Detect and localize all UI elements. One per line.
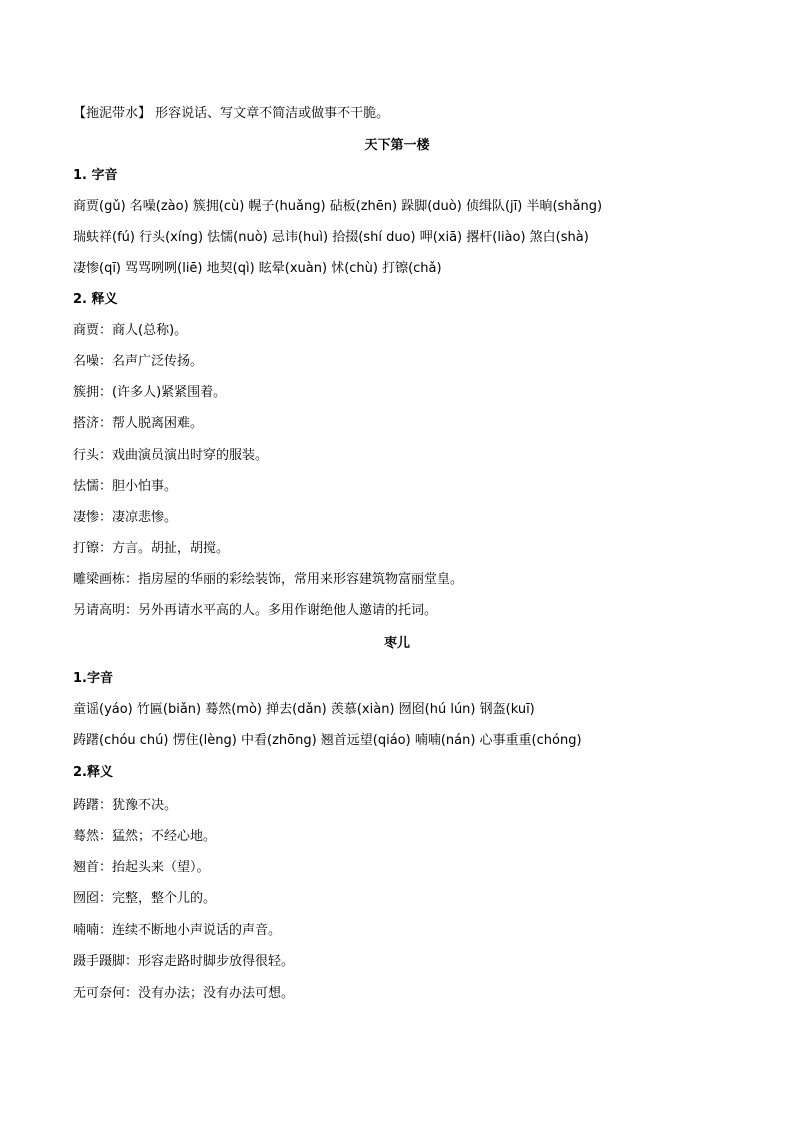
section1-definition: 商贾：商人(总称)。: [73, 323, 188, 338]
section2-pronunciation-row-1: 童谣(yáo) 竹匾(biǎn) 蓦然(mò) 掸去(dǎn) 羡慕(xiàn) 囫囵(hú lún) 钢盔(kuī): [73, 702, 535, 717]
section1-definition: 打镲：方言。胡扯，胡搅。: [73, 541, 230, 556]
section2-definition: 翘首：抬起头来（望）。: [73, 860, 210, 875]
section1-definition: 凄惨：凄凉悲惨。: [73, 510, 178, 525]
section1-definition: 雕梁画栋：指房屋的华丽的彩绘装饰，常用来形容建筑物富丽堂皇。: [73, 572, 464, 587]
section2-definition: 蹑手蹑脚：形容走路时脚步放得很轻。: [73, 954, 295, 969]
section2-title: 枣儿: [383, 636, 410, 651]
section2-definition: 蓦然：猛然；不经心地。: [73, 829, 217, 844]
section1-definition-heading: 2. 释义: [73, 292, 118, 307]
section1-definition: 搭济：帮人脱离困难。: [73, 416, 204, 431]
section1-pronunciation-heading: 1. 字音: [73, 168, 118, 183]
section2-definition: 无可奈何：没有办法；没有办法可想。: [73, 986, 295, 1001]
section1-definition: 行头：戏曲演员演出时穿的服装。: [73, 448, 269, 463]
intro-idiom-line: 【拖泥带水】 形容说话、写文章不简洁或做事不干脆。: [73, 106, 390, 121]
section2-definition: 喃喃：连续不断地小声说话的声音。: [73, 923, 282, 938]
section1-definition: 簇拥：(许多人)紧紧围着。: [73, 385, 227, 400]
section1-definition: 另请高明：另外再请水平高的人。多用作谢绝他人邀请的托词。: [73, 603, 438, 618]
section1-definition: 怯懦：胆小怕事。: [73, 479, 178, 494]
section1-title: 天下第一楼: [364, 138, 430, 153]
section1-pronunciation-row-2: 瑞蚨祥(fú) 行头(xíng) 怯懦(nuò) 忌讳(huì) 拾掇(shí duo) 呷(xiā) 撂杆(liào) 煞白(shà): [73, 230, 589, 245]
section2-definition: 囫囵：完整，整个儿的。: [73, 891, 217, 906]
section1-pronunciation-row-1: 商贾(gǔ) 名噪(zào) 簇拥(cù) 幌子(huǎng) 砧板(zhēn) 跺脚(duò) 侦缉队(jī) 半晌(shǎng): [73, 199, 603, 214]
section2-definition: 踌躇：犹豫不决。: [73, 798, 178, 813]
section2-definition-heading: 2.释义: [73, 765, 113, 780]
section1-pronunciation-row-3: 凄惨(qī) 骂骂咧咧(liē) 地契(qì) 眩晕(xuàn) 怵(chù) 打镲(chǎ): [73, 261, 442, 276]
section1-definition: 名噪：名声广泛传扬。: [73, 354, 204, 369]
section2-pronunciation-heading: 1.字音: [73, 671, 113, 686]
section2-pronunciation-row-2: 踌躇(chóu chú) 愣住(lèng) 中看(zhōng) 翘首远望(qiáo) 喃喃(nán) 心事重重(chóng): [73, 733, 582, 748]
